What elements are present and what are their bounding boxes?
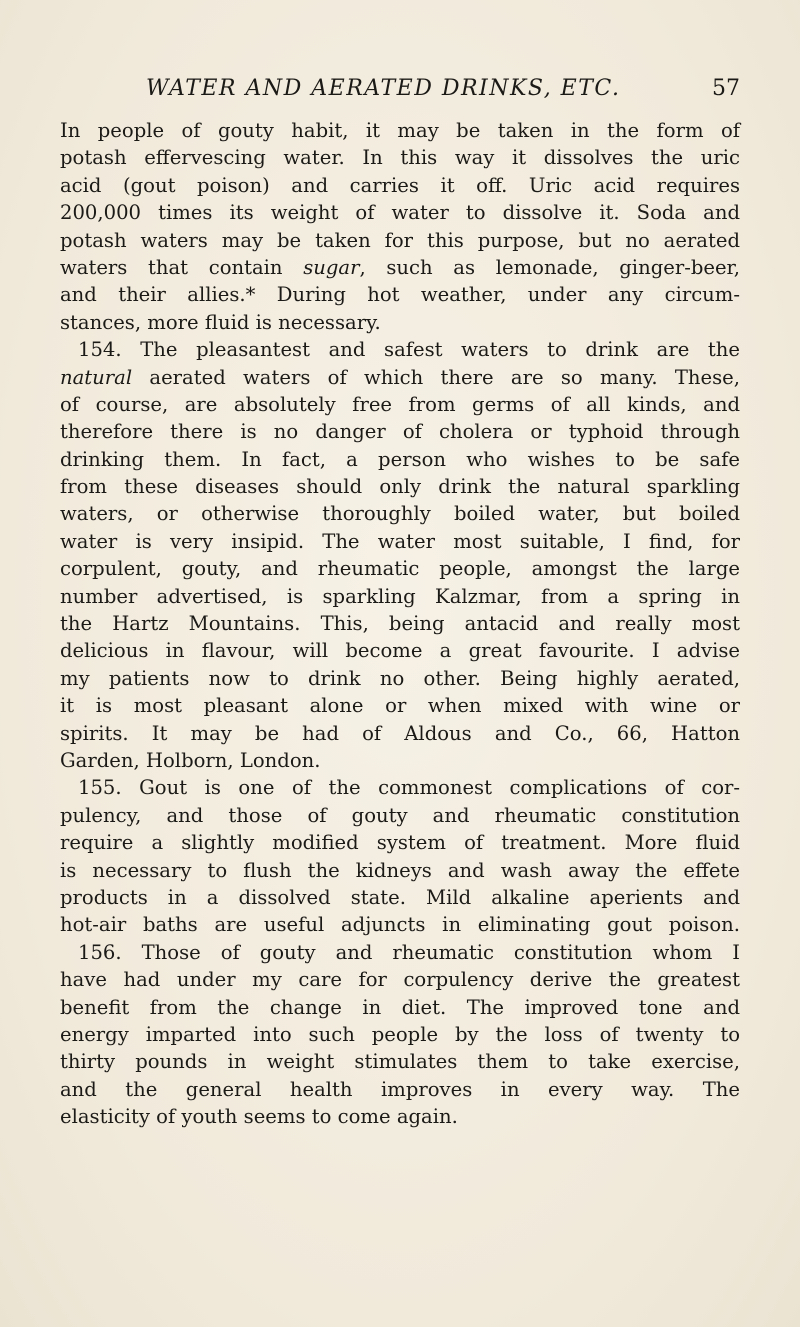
paragraph-156-first-line: 156. Those of gouty and rheumatic constitution whom I — [78, 940, 740, 964]
text-line: 200,000 times its weight of water to dissolve it. Soda and — [60, 201, 740, 225]
text-line: energy imparted into such people by the loss of twenty to — [60, 1022, 740, 1046]
text-line: and the general health improves in every way. The — [60, 1077, 740, 1101]
text-line: my patients now to drink no other. Being highly aerated, — [60, 666, 740, 690]
text-line: potash effervescing water. In this way it dissolves the uric — [60, 146, 740, 170]
running-head — [60, 76, 740, 106]
paragraph-155-first-line: 155. Gout is one of the commonest complications of cor- — [78, 776, 740, 800]
text-line: it is most pleasant alone or when mixed with wine or — [60, 694, 740, 718]
text-line: therefore there is no danger of cholera or typhoid through — [60, 420, 740, 444]
text-line: is necessary to flush the kidneys and wash away the effete — [60, 858, 740, 882]
text-line: have had under my care for corpulency derive the greatest — [60, 968, 740, 992]
text-line: and their allies.* During hot weather, under any circum- — [60, 283, 740, 307]
text-line: from these diseases should only drink the natural sparkling — [60, 475, 740, 499]
text-line: drinking them. In fact, a person who wishes to be safe — [60, 447, 740, 471]
text-line: benefit from the change in diet. The improved tone and — [60, 995, 740, 1019]
text-line-part: waters that contain — [60, 255, 283, 279]
text-line: acid (gout poison) and carries it off. Uric acid requires — [60, 173, 740, 197]
text-line: pulency, and those of gouty and rheumatic constitution — [60, 803, 740, 827]
text-line: the Hartz Mountains. This, being antacid and really most — [60, 612, 740, 636]
paragraph-154-first-line: 154. The pleasantest and safest waters to drink are the — [78, 338, 740, 362]
body-text — [60, 117, 740, 1130]
text-line: water is very insipid. The water most suitable, I find, for — [60, 529, 740, 553]
text-line: elasticity of youth seems to come again. — [60, 1105, 458, 1129]
emphasis-sugar: sugar — [303, 255, 360, 279]
text-line: hot-air baths are useful adjuncts in eliminating gout poison. — [60, 913, 740, 937]
text-line: waters, or otherwise thoroughly boiled water, but boiled — [60, 502, 740, 526]
text-line: spirits. It may be had of Aldous and Co., 66, Hatton — [60, 721, 740, 745]
text-line: products in a dissolved state. Mild alkaline aperients and — [60, 885, 740, 909]
text-line: stances, more fluid is necessary. — [60, 310, 381, 334]
page-number: 57 — [712, 76, 740, 101]
text-line: number advertised, is sparkling Kalzmar, from a spring in — [60, 584, 740, 608]
text-line-part: , such as lemonade, ginger-beer, — [359, 255, 740, 279]
emphasis-natural: natural — [60, 365, 133, 389]
text-line: potash waters may be taken for this purpose, but no aerated — [60, 228, 740, 252]
running-title: WATER AND AERATED DRINKS, ETC. — [146, 76, 621, 101]
text-line — [60, 254, 740, 281]
text-line: thirty pounds in weight stimulates them to take exercise, — [60, 1050, 740, 1074]
text-line: corpulent, gouty, and rheumatic people, amongst the large — [60, 557, 740, 581]
text-line: of course, are absolutely free from germs of all kinds, and — [60, 392, 740, 416]
text-line: Garden, Holborn, London. — [60, 748, 321, 772]
text-line: In people of gouty habit, it may be taken in the form of — [60, 119, 740, 142]
text-line: require a slightly modified system of treatment. More fluid — [60, 831, 740, 855]
text-line-part: aerated waters of which there are so many. These, — [149, 365, 740, 389]
text-line: delicious in flavour, will become a great favourite. I advise — [60, 639, 740, 663]
text-line — [60, 364, 740, 391]
